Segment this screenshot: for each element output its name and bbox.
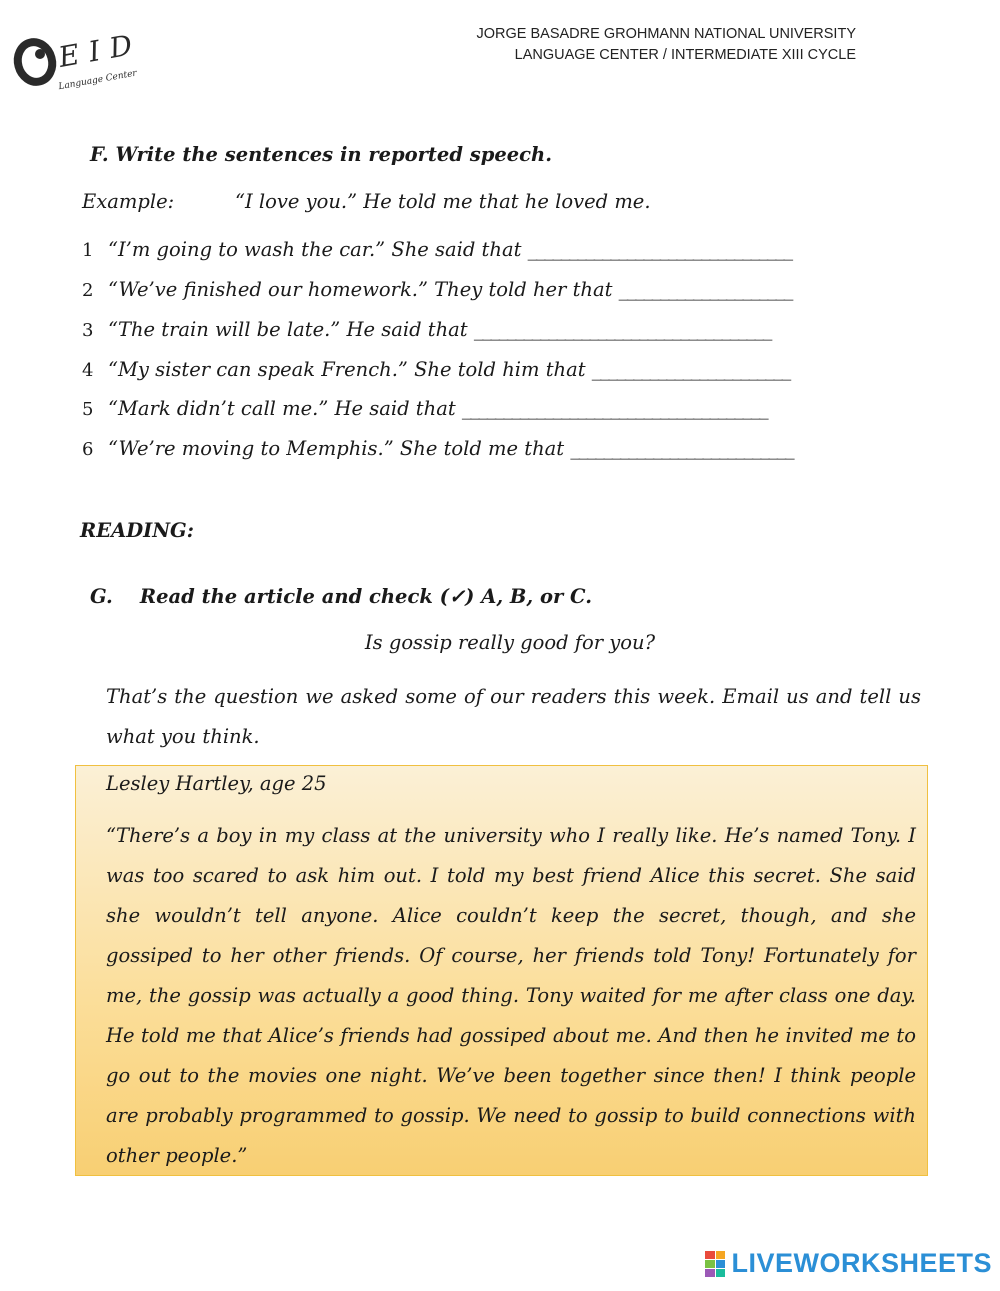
answer-blank[interactable]: ________________________________ [527, 238, 792, 261]
svg-text:EID: EID [56, 30, 145, 74]
quote-author: Lesley Hartley, age 25 [106, 772, 327, 795]
header-line-2: LANGUAGE CENTER / INTERMEDIATE XIII CYCLE [514, 47, 856, 63]
item-text: “My sister can speak French.” She told him that [108, 358, 592, 381]
item-number: 3 [82, 320, 94, 341]
item-number: 2 [82, 280, 94, 301]
exercise-item [82, 437, 793, 460]
section-g-title: G. Read the article and check (✓) A, B, or C. [90, 585, 593, 608]
exercise-item [82, 358, 790, 381]
answer-blank[interactable]: ____________________________________ [473, 318, 771, 341]
header-line-1: JORGE BASADRE GROHMANN NATIONAL UNIVERSITY [476, 26, 856, 42]
ceid-logo [10, 30, 170, 90]
svg-text:Language Center: Language Center [57, 68, 138, 90]
item-number: 1 [82, 240, 94, 261]
item-text: “We’re moving to Memphis.” She told me that [108, 437, 571, 460]
item-text: “Mark didn’t call me.” He said that [108, 397, 462, 420]
item-number: 4 [82, 360, 94, 381]
liveworksheets-brand: LIVEWORKSHEETS [731, 1248, 992, 1278]
section-f-title: F. Write the sentences in reported speech. [90, 143, 553, 166]
reading-heading: READING: [80, 519, 194, 542]
exercise-item [82, 238, 792, 261]
item-number: 6 [82, 439, 94, 460]
example-label: Example: [82, 190, 175, 213]
example-text: “I love you.” He told me that he loved me. [235, 190, 651, 213]
liveworksheets-logo [705, 1248, 992, 1279]
article-intro: That’s the question we asked some of our readers this week. Email us and tell us what you think. [106, 685, 921, 748]
header-institution [477, 24, 856, 66]
exercise-item [82, 397, 767, 420]
exercise-item [82, 278, 792, 301]
liveworksheets-mark-icon [705, 1251, 725, 1277]
item-number: 5 [82, 399, 94, 420]
answer-blank[interactable]: _____________________ [618, 278, 792, 301]
answer-blank[interactable]: _____________________________________ [461, 397, 768, 420]
item-text: “The train will be late.” He said that [108, 318, 474, 341]
exercise-item [82, 318, 771, 341]
item-text: “We’ve finished our homework.” They told her that [108, 278, 619, 301]
answer-blank[interactable]: ________________________ [591, 358, 790, 381]
quote-text: “There’s a boy in my class at the university who I really like. He’s named Tony. I was too scared to ask him out. I told my best friend Alice this secret. She said she wouldn’t tell anyone. Alice couldn’t keep the secret, though, and she gossiped to her other friends. Of course, her friends told Tony! Fortunately for me, the gossip was actually a good thing. Tony waited for me after class one day. He told me that Alice’s friends had gossiped about me. And then he invited me to go out to the movies one night. We’ve been together since then! I think people are probably programmed to gossip. We need to gossip to build connections with other people.” [106, 824, 916, 1167]
article-title: Is gossip really good for you? [364, 631, 656, 654]
example-line [82, 190, 651, 213]
item-text: “I’m going to wash the car.” She said that [108, 238, 528, 261]
answer-blank[interactable]: ___________________________ [570, 437, 794, 460]
